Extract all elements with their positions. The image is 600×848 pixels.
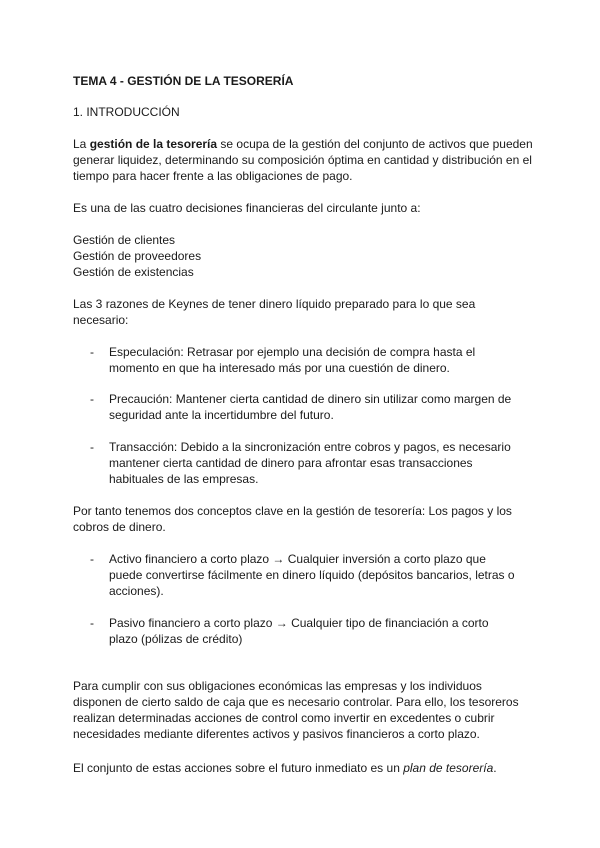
intro-paragraph <box>73 136 533 184</box>
bullet-text: Especulación: Retrasar por ejemplo una decisión de compra hasta el momento en que ha interesado más por una cuestión de dinero. <box>109 345 476 375</box>
section-heading: 1. INTRODUCCIÓN <box>73 105 180 119</box>
bullet-dash: - <box>90 345 94 359</box>
plan-prefix: El conjunto de estas acciones sobre el futuro inmediato es un <box>73 761 404 775</box>
obligations-paragraph: Para cumplir con sus obligaciones económicas las empresas y los individuos disponen de cierto saldo de caja que es necesario controlar. Para ello, los tesoreros realizan determinadas acciones de control como invertir en excedentes o cubrir necesidades mediante diferentes activos y pasivos financieros a corto plazo. <box>73 679 519 741</box>
list-item: Gestión de existencias <box>73 265 194 279</box>
bullet-dash: - <box>90 440 94 454</box>
bullet-text: Precaución: Mantener cierta cantidad de dinero sin utilizar como margen de seguridad ante la incertidumbre del futuro. <box>109 392 512 422</box>
bullet-text: Activo financiero a corto plazo → Cualquier inversión a corto plazo que puede convertirse fácilmente en dinero líquido (depósitos bancarios, letras o acciones). <box>109 552 515 598</box>
bullet-dash: - <box>90 616 94 630</box>
list-item: Gestión de clientes <box>73 233 176 247</box>
plan-suffix: . <box>493 761 497 775</box>
keynes-paragraph: Las 3 razones de Keynes de tener dinero líquido preparado para lo que sea necesario: <box>73 297 476 327</box>
bullet-dash: - <box>90 392 94 406</box>
concepts-paragraph: Por tanto tenemos dos conceptos clave en la gestión de tesorería: Los pagos y los cobros de dinero. <box>73 504 512 534</box>
plan-paragraph <box>73 760 533 776</box>
bullet-text: Pasivo financiero a corto plazo → Cualquier tipo de financiación a corto plazo (pólizas de crédito) <box>109 616 489 646</box>
intro-suffix: se ocupa de la gestión del conjunto de activos que pueden generar liquidez, determinando su composición óptima en cantidad y distribución en el tiempo para hacer frente a las obligaciones de pago. <box>73 137 533 183</box>
bullet-dash: - <box>90 552 94 566</box>
circulante-paragraph: Es una de las cuatro decisiones financieras del circulante junto a: <box>73 201 421 215</box>
intro-bold-term: gestión de la tesorería <box>89 137 218 151</box>
document-title: TEMA 4 - GESTIÓN DE LA TESORERÍA <box>73 74 294 88</box>
bullet-text: Transacción: Debido a la sincronización entre cobros y pagos, es necesario mantener cierta cantidad de dinero para afrontar esas transacciones habituales de las empresas. <box>109 440 511 486</box>
intro-prefix: La <box>73 137 90 151</box>
list-item: Gestión de proveedores <box>73 249 202 263</box>
plan-italic-term: plan de tesorería <box>403 761 494 775</box>
